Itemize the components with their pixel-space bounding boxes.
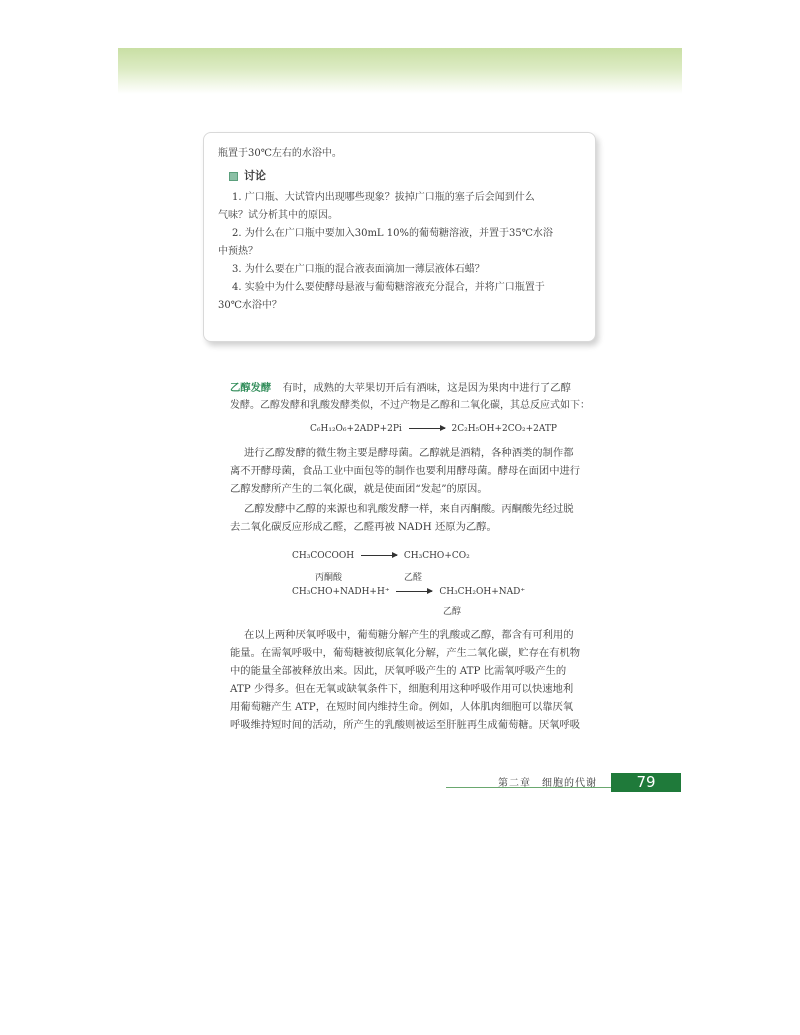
discussion-line: 中预热？ <box>218 246 258 257</box>
header-band <box>118 48 682 94</box>
reaction-arrow-icon <box>361 555 397 556</box>
reaction-arrow-icon <box>409 428 445 429</box>
discussion-line: 气味？试分析其中的原因。 <box>218 210 338 221</box>
para1-line2: 发酵。乙醇发酵和乳酸发酵类似，不过产物是乙醇和二氧化碳，其总反应式如下： <box>230 400 590 411</box>
equation-right: 2C₂H₅OH+2CO₂+2ATP <box>451 424 557 434</box>
acetaldehyde-label: 乙醛 <box>404 573 423 583</box>
box-first-line: 瓶置于30℃左右的水浴中。 <box>218 148 342 159</box>
discussion-line: 1. 广口瓶、大试管内出现哪些现象？拔掉广口瓶的塞子后会闻到什么 <box>232 192 535 203</box>
para4-line: 呼吸维持短时间的活动，所产生的乳酸则被运至肝脏再生成葡萄糖。厌氧呼吸 <box>230 719 581 731</box>
discussion-square-icon <box>229 172 238 181</box>
para4-line: 中的能量全部被释放出来。因此，厌氧呼吸产生的 ATP 比需氧呼吸产生的 <box>230 665 567 677</box>
para2-line: 乙醇发酵所产生的二氧化碳，就是使面团“发起”的原因。 <box>230 483 488 495</box>
pyruvate-label: 丙酮酸 <box>315 573 343 583</box>
para4-line: 用葡萄糖产生 ATP，在短时间内维持生命。例如，人体肌肉细胞可以靠厌氧 <box>230 701 574 713</box>
discussion-box <box>203 132 596 342</box>
page-number: 79 <box>611 773 681 792</box>
equation-left: C₆H₁₂O₆+2ADP+2Pi <box>310 424 402 434</box>
discussion-line: 3. 为什么要在广口瓶的混合液表面滴加一薄层液体石蜡？ <box>232 264 485 275</box>
para4-line: 能量。在需氧呼吸中，葡萄糖被彻底氧化分解，产生二氧化碳，贮存在有机物 <box>230 647 581 659</box>
section-heading: 乙醇发酵 <box>230 382 272 394</box>
para4-line: 在以上两种厌氧呼吸中，葡萄糖分解产生的乳酸或乙醇，都含有可利用的 <box>244 629 574 641</box>
reaction-arrow-icon <box>396 591 432 592</box>
ethanol-label: 乙醇 <box>443 607 462 617</box>
para2-line: 进行乙醇发酵的微生物主要是酵母菌。乙醇就是酒精，各种酒类的制作都 <box>244 447 574 459</box>
para4-line: ATP 少得多。但在无氧或缺氧条件下，细胞利用这种呼吸作用可以快速地利 <box>230 683 574 695</box>
discussion-line: 4. 实验中为什么要使酵母悬液与葡萄糖溶液充分混合，并将广口瓶置于 <box>232 282 545 293</box>
para2-line: 离不开酵母菌，食品工业中面包等的制作也要利用酵母菌。酵母在面团中进行 <box>230 465 581 477</box>
discussion-line: 2. 为什么在广口瓶中要加入30mL 10%的葡萄糖溶液，并置于35℃水浴 <box>232 228 553 239</box>
reaction-2: CH₃CHO+NADH+H⁺ CH₃CH₂OH+NAD⁺ <box>292 587 526 597</box>
para3-line: 去二氧化碳反应形成乙醛，乙醛再被 NADH 还原为乙醇。 <box>230 521 497 533</box>
chapter-title: 第二章 细胞的代谢 <box>498 778 597 789</box>
para1-line1: 乙醇发酵 有时，成熟的大苹果切开后有酒味，这是因为果肉中进行了乙醇 <box>230 382 571 394</box>
discussion-title: 讨论 <box>244 169 266 182</box>
para3-line: 乙醇发酵中乙醇的来源也和乳酸发酵一样，来自丙酮酸。丙酮酸先经过脱 <box>244 503 574 515</box>
reaction-1: CH₃COCOOH CH₃CHO+CO₂ <box>292 551 470 561</box>
discussion-line: 30℃水浴中？ <box>218 300 282 311</box>
ethanol-fermentation-equation <box>310 424 557 434</box>
